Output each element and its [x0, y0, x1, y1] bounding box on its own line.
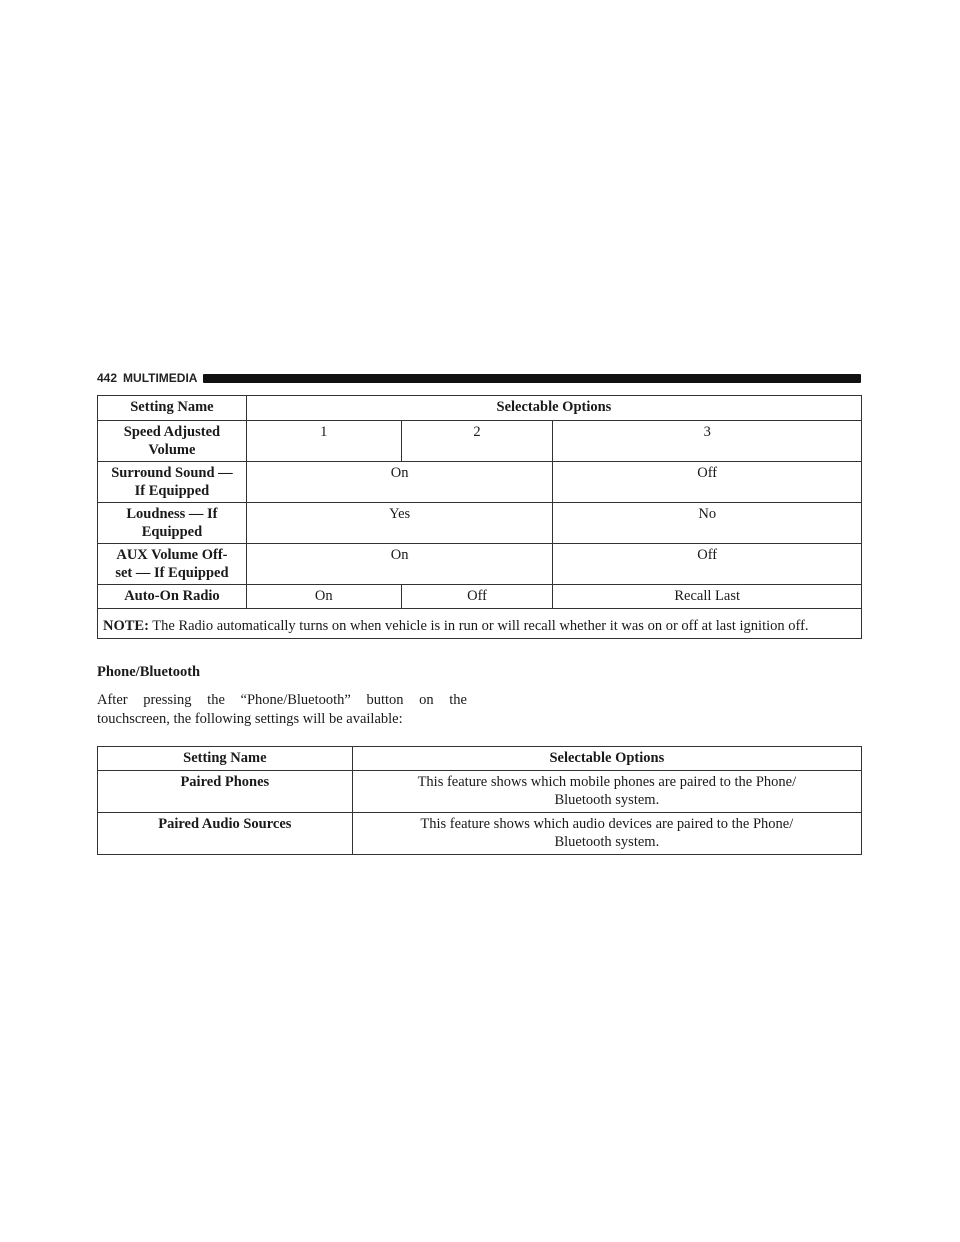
col-header-setting-name: Setting Name — [98, 747, 353, 771]
option-cell: Off — [401, 585, 553, 609]
option-cell: On — [246, 544, 553, 585]
row-setting-name: Paired Audio Sources — [98, 813, 353, 855]
row-setting-name: Loudness — If Equipped — [98, 503, 247, 544]
row-setting-name: Surround Sound — If Equipped — [98, 462, 247, 503]
note-row — [98, 609, 862, 639]
page-header — [97, 371, 861, 385]
table-row — [98, 771, 862, 813]
option-description: This feature shows which audio devices are paired to the Phone/ Bluetooth system. — [352, 813, 861, 855]
option-cell: On — [246, 585, 401, 609]
col-header-selectable-options: Selectable Options — [352, 747, 861, 771]
table-row — [98, 462, 862, 503]
audio-settings-table — [97, 395, 862, 639]
row-setting-name: Speed Adjusted Volume — [98, 421, 247, 462]
phone-bluetooth-settings-table — [97, 746, 862, 855]
col-header-selectable-options: Selectable Options — [246, 396, 861, 421]
option-cell: 2 — [401, 421, 553, 462]
row-setting-name: Auto-On Radio — [98, 585, 247, 609]
option-cell: 1 — [246, 421, 401, 462]
table-row — [98, 503, 862, 544]
table-row — [98, 585, 862, 609]
table-header-row — [98, 396, 862, 421]
note-label: NOTE: — [103, 618, 149, 634]
table-row — [98, 421, 862, 462]
section-heading: Phone/Bluetooth — [97, 664, 201, 680]
option-cell: Recall Last — [553, 585, 862, 609]
body-paragraph: After pressing the “Phone/Bluetooth” button on the touchscreen, the following settings will be available: — [97, 692, 467, 727]
option-cell: 3 — [553, 421, 862, 462]
option-cell: On — [246, 462, 553, 503]
option-cell: No — [553, 503, 862, 544]
note-cell — [98, 609, 862, 639]
header-rule — [203, 374, 861, 383]
option-cell: Off — [553, 462, 862, 503]
page-number: 442 — [97, 371, 118, 385]
option-cell: Off — [553, 544, 862, 585]
section-title: MULTIMEDIA — [123, 371, 198, 385]
table-row — [98, 544, 862, 585]
option-description: This feature shows which mobile phones are paired to the Phone/ Bluetooth system. — [352, 771, 861, 813]
note-text: The Radio automatically turns on when vehicle is in run or will recall whether it was on or off at last ignition off. — [148, 618, 809, 634]
table-header-row — [98, 747, 862, 771]
row-setting-name: Paired Phones — [98, 771, 353, 813]
table-row — [98, 813, 862, 855]
option-cell: Yes — [246, 503, 553, 544]
row-setting-name: AUX Volume Off- set — If Equipped — [98, 544, 247, 585]
col-header-setting-name: Setting Name — [98, 396, 247, 421]
